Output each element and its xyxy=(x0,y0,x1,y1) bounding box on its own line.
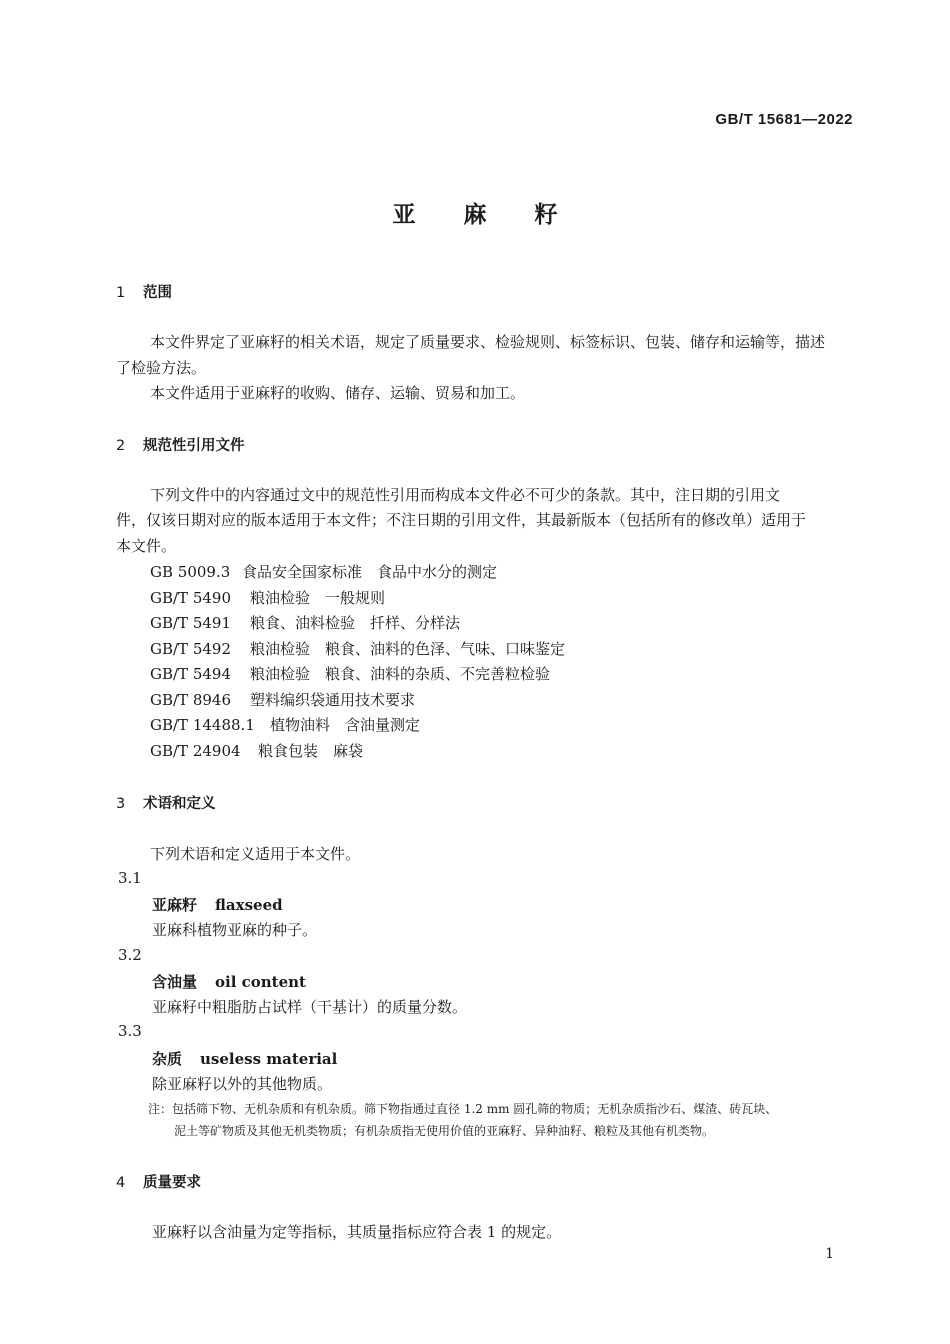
scope-para-1-line-1: 本文件界定了亚麻籽的相关术语，规定了质量要求、检验规则、标签标识、包装、储存和运输等，描述 xyxy=(150,333,826,351)
scope-para-1-line-2: 了检验方法。 xyxy=(116,359,207,377)
section-1-heading xyxy=(116,281,172,302)
section-number: 1 xyxy=(116,285,126,301)
standard-code: GB/T 15681—2022 xyxy=(715,111,853,128)
reference-title: 粮食包装 麻袋 xyxy=(258,742,364,760)
reference-item xyxy=(150,740,363,761)
reference-code: GB/T 5491 xyxy=(150,614,232,632)
reference-code: GB 5009.3 xyxy=(150,563,231,581)
reference-item xyxy=(150,663,550,684)
reference-item xyxy=(150,714,420,735)
scope-para-2: 本文件适用于亚麻籽的收购、储存、运输、贸易和加工。 xyxy=(150,384,526,402)
term-zh: 含油量 xyxy=(152,973,198,991)
note xyxy=(148,1098,864,1142)
reference-title: 食品安全国家标准 食品中水分的测定 xyxy=(242,563,498,581)
term-number: 3.3 xyxy=(118,1022,142,1040)
reference-item xyxy=(150,689,415,710)
section-4-heading xyxy=(116,1171,201,1192)
section-number: 3 xyxy=(116,796,126,812)
section-title: 质量要求 xyxy=(143,1175,201,1191)
reference-code: GB/T 5492 xyxy=(150,640,232,658)
reference-title: 粮油检验 一般规则 xyxy=(250,589,386,607)
refs-intro-line-1: 下列文件中的内容通过文中的规范性引用而构成本文件必不可少的条款。其中，注日期的引用文 xyxy=(150,486,781,504)
reference-item xyxy=(150,561,497,582)
section-3-heading xyxy=(116,792,216,813)
reference-item xyxy=(150,638,565,659)
term-zh: 亚麻籽 xyxy=(152,896,198,914)
term-en: useless material xyxy=(200,1050,338,1068)
note-line-2: 泥土等矿物质及其他无机类物质；有机杂质指无使用价值的亚麻籽、异种油籽、粮粒及其他有机类物。 xyxy=(174,1124,715,1138)
section-2-heading xyxy=(116,434,245,455)
reference-code: GB/T 14488.1 xyxy=(150,716,255,734)
term-definition: 亚麻科植物亚麻的种子。 xyxy=(152,921,318,939)
reference-item xyxy=(150,587,385,608)
section-number: 2 xyxy=(116,438,126,454)
term-en: oil content xyxy=(215,973,306,991)
reference-code: GB/T 5490 xyxy=(150,589,232,607)
reference-title: 塑料编织袋通用技术要求 xyxy=(250,691,416,709)
refs-intro-line-3: 本文件。 xyxy=(116,537,177,555)
section-title: 术语和定义 xyxy=(143,796,216,812)
refs-intro-line-2: 件，仅该日期对应的版本适用于本文件；不注日期的引用文件，其最新版本（包括所有的修改单）适用于 xyxy=(116,511,807,529)
document-title: 亚麻籽 xyxy=(392,202,606,228)
section-title: 范围 xyxy=(143,285,172,301)
term-definition: 亚麻籽中粗脂肪占试样（干基计）的质量分数。 xyxy=(152,998,468,1016)
reference-code: GB/T 24904 xyxy=(150,742,241,760)
reference-title: 粮食、油料检验 扦样、分样法 xyxy=(250,614,461,632)
terms-intro: 下列术语和定义适用于本文件。 xyxy=(150,845,361,863)
term-definition: 除亚麻籽以外的其他物质。 xyxy=(152,1075,333,1093)
note-line-1: 注：包括筛下物、无机杂质和有机杂质。筛下物指通过直径 1.2 mm 圆孔筛的物质；无机杂质指沙石、煤渣、砖瓦块、 xyxy=(148,1102,778,1116)
term-en: flaxseed xyxy=(215,896,283,914)
reference-title: 粮油检验 粮食、油料的色泽、气味、口味鉴定 xyxy=(250,640,566,658)
reference-title: 粮油检验 粮食、油料的杂质、不完善粒检验 xyxy=(250,665,551,683)
term-number: 3.2 xyxy=(118,946,142,964)
reference-code: GB/T 8946 xyxy=(150,691,232,709)
reference-title: 植物油料 含油量测定 xyxy=(270,716,421,734)
term-zh: 杂质 xyxy=(152,1050,183,1068)
quality-para: 亚麻籽以含油量为定等指标，其质量指标应符合表 1 的规定。 xyxy=(152,1223,562,1241)
reference-code: GB/T 5494 xyxy=(150,665,232,683)
reference-item xyxy=(150,612,460,633)
page-number: 1 xyxy=(825,1246,834,1262)
section-title: 规范性引用文件 xyxy=(143,438,245,454)
term-number: 3.1 xyxy=(118,869,142,887)
term-name xyxy=(152,894,283,915)
section-number: 4 xyxy=(116,1175,126,1191)
term-name xyxy=(152,1048,337,1069)
term-name xyxy=(152,971,306,992)
